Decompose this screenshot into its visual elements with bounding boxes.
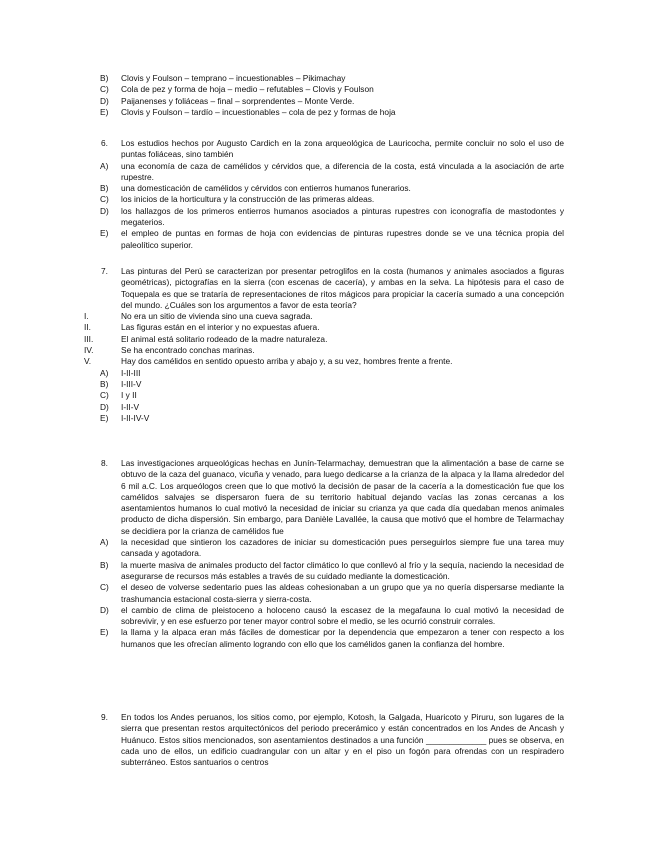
- option-c: [0, 390, 655, 401]
- option-text: el empleo de puntas en formas de hoja con evidencias de pinturas rupestres donde se ve una técnica propia del paleolítico superior.: [121, 228, 564, 250]
- option-c: [0, 84, 655, 95]
- option-text: I-II-V: [121, 401, 140, 412]
- question-9: [0, 712, 655, 768]
- option-text: los inicios de la horticultura y la construcción de las primeras aldeas.: [121, 194, 375, 205]
- question-number: 7.: [101, 266, 108, 276]
- option-a: [0, 368, 655, 379]
- option-b: [0, 379, 655, 390]
- question-stem: [0, 266, 655, 311]
- option-label: C): [100, 84, 109, 95]
- option-text: I y II: [121, 390, 137, 401]
- option-text: Paijanenses y foliáceas – final – sorprendentes – Monte Verde.: [121, 95, 355, 106]
- statement-label: V.: [84, 356, 92, 367]
- option-text: I-II-IV-V: [121, 412, 150, 423]
- question-7: [0, 266, 655, 424]
- stem-text: Las investigaciones arqueológicas hechas en Junín-Telarmachay, demuestran que la alimentación a base de carne se obtuvo de la caza del guanaco, vicuña y venado, para luego dedicarse a la crianza de la alpaca y la llama alrededor del 6 mil a.C. Los arqueólogos creen que lo que motivó la decisión de pasar de la cacería a la domesticación fue que los camélidos salvajes se dispersaron fuera de su territorio habitual dejando vacías las zonas cercanas a los asentamientos humanos lo cual motivó la necesidad de iniciar su crianza ya que cada día quedaban menos animales producto de dicha dispersión. Sin embargo, para Danièle Lavallée, la causa que motivó que el hombre de Telarmachay se decidiera por la crianza de camélidos fue: [121, 458, 564, 536]
- option-a: [0, 537, 655, 560]
- question-number: 6.: [101, 138, 108, 148]
- option-label: C): [100, 582, 109, 593]
- stem-text: Los estudios hechos por Augusto Cardich en la zona arqueológica de Lauricocha, permite concluir no solo el uso de puntas foliáceas, sino también: [121, 138, 564, 160]
- option-b: [0, 183, 655, 194]
- option-text: I-II-III: [121, 367, 141, 378]
- option-b: [0, 73, 655, 84]
- option-label: D): [100, 205, 109, 216]
- option-label: D): [100, 401, 109, 412]
- option-text: la necesidad que sintieron los cazadores de iniciar su domesticación pues perseguirlos siempre fue una tarea muy cansada y agotadora.: [121, 537, 564, 559]
- option-label: B): [100, 559, 109, 570]
- option-c: [0, 582, 655, 605]
- statement-iv: [0, 345, 655, 356]
- option-label: A): [100, 367, 109, 378]
- statement-text: No era un sitio de vivienda sino una cueva sagrada.: [121, 311, 313, 322]
- option-label: E): [100, 412, 109, 423]
- option-text: Cola de pez y forma de hoja – medio – refutables – Clovis y Foulson: [121, 84, 374, 95]
- stem-text: Las pinturas del Perú se caracterizan por presentar petroglifos en la costa (humanos y animales asociados a figuras geométricas), pictografías en la sierra (con escenas de cacería), y ambas en la selva. La hipótesis para el caso de Toquepala es que se trataría de representaciones de ritos mágicos para propiciar la cacería sumado a una concepción del mundo. ¿Cuáles son los argumentos a favor de esta teoría?: [121, 266, 564, 310]
- option-label: B): [100, 73, 109, 83]
- question-stem: [0, 458, 655, 537]
- option-d: [0, 605, 655, 628]
- statement-text: Se ha encontrado conchas marinas.: [121, 345, 255, 356]
- option-text: el deseo de volverse sedentario pues las aldeas cohesionaban a un grupo que ya no quería dispersarse mediante la trashumancia estacional costa-sierra y sierra-costa.: [121, 582, 564, 604]
- option-text: Clovis y Foulson – temprano – incuestionables – Pikimachay: [121, 73, 346, 83]
- option-text: Clovis y Foulson – tardío – incuestionables – cola de pez y formas de hoja: [121, 106, 396, 117]
- option-label: C): [100, 390, 109, 401]
- option-label: E): [100, 627, 109, 638]
- option-e: [0, 107, 655, 118]
- option-e: [0, 627, 655, 650]
- option-text: I-III-V: [121, 378, 142, 389]
- question-stem: [0, 138, 655, 161]
- option-a: [0, 161, 655, 184]
- statement-label: I.: [84, 311, 89, 322]
- question-stem: [0, 712, 655, 768]
- statement-i: [0, 311, 655, 322]
- statement-label: IV.: [84, 345, 94, 356]
- question-number: 9.: [101, 712, 108, 722]
- option-label: A): [100, 160, 109, 171]
- statement-text: Las figuras están en el interior y no expuestas afuera.: [121, 322, 320, 333]
- option-label: E): [100, 228, 109, 239]
- option-b: [0, 560, 655, 583]
- statement-text: El animal está solitario rodeado de la madre naturaleza.: [121, 333, 328, 344]
- option-label: C): [100, 194, 109, 205]
- statement-v: [0, 356, 655, 367]
- option-text: el cambio de clima de pleistoceno a holoceno causó la escasez de la megafauna lo cual motivó la necesidad de sobrevivir, y en ese esfuerzo por tener mayor control sobre el medio, se les ocurrió construir corrales.: [121, 604, 564, 627]
- option-label: D): [100, 95, 109, 106]
- option-label: D): [100, 604, 109, 615]
- option-label: A): [100, 537, 109, 548]
- option-text: la llama y la alpaca eran más fáciles de domesticar por la dependencia que empezaron a tener con respecto a los humanos que les ofrecían alimento logrando con ello que los camélidos ganen la confianza del hombre.: [121, 627, 564, 649]
- option-text: los hallazgos de los primeros entierros humanos asociados a pinturas rupestres con iconografía de mastodontes y megaterios.: [121, 205, 564, 228]
- option-d: [0, 206, 655, 229]
- option-c: [0, 194, 655, 205]
- statement-text: Hay dos camélidos en sentido opuesto arriba y abajo y, a su vez, hombres frente a frente.: [121, 356, 453, 367]
- option-e: [0, 413, 655, 424]
- question-6: [0, 138, 655, 251]
- option-text: una domesticación de camélidos y cérvidos con entierros humanos funerarios.: [121, 183, 411, 194]
- option-label: E): [100, 106, 109, 117]
- statement-iii: [0, 334, 655, 345]
- option-d: [0, 96, 655, 107]
- option-e: [0, 228, 655, 251]
- option-text: una economía de caza de camélidos y cérvidos que, a diferencia de la costa, está vinculada a la asociación de arte rupestre.: [121, 160, 564, 182]
- stem-text: En todos los Andes peruanos, los sitios como, por ejemplo, Kotosh, la Galgada, Huaricoto y Piruru, son lugares de la sierra que presentan restos arquitectónicos del periodo precerámico y están concentrados en los Andes de Ancash y Huánuco. Estos sitios mencionados, son asentamientos destinados a una función _____________ pues se observa, en cada uno de ellos, un edificio cuadrangular con un altar y en el piso un fogón para ofrendas con un respiradero subterráneo. Estos santuarios o centros: [121, 712, 564, 768]
- option-label: B): [100, 183, 109, 194]
- statement-label: III.: [84, 333, 94, 344]
- question-8: [0, 458, 655, 650]
- option-d: [0, 402, 655, 413]
- option-label: B): [100, 378, 109, 389]
- question-number: 8.: [101, 458, 108, 468]
- statement-ii: [0, 322, 655, 333]
- question-5-options: [0, 73, 655, 118]
- option-text: la muerte masiva de animales producto del factor climático lo que conllevó al frío y la sequía, naciendo la necesidad de asegurarse de recursos más estables a través de su cuidado mediante la domesticación.: [121, 559, 564, 581]
- statement-label: II.: [84, 322, 91, 333]
